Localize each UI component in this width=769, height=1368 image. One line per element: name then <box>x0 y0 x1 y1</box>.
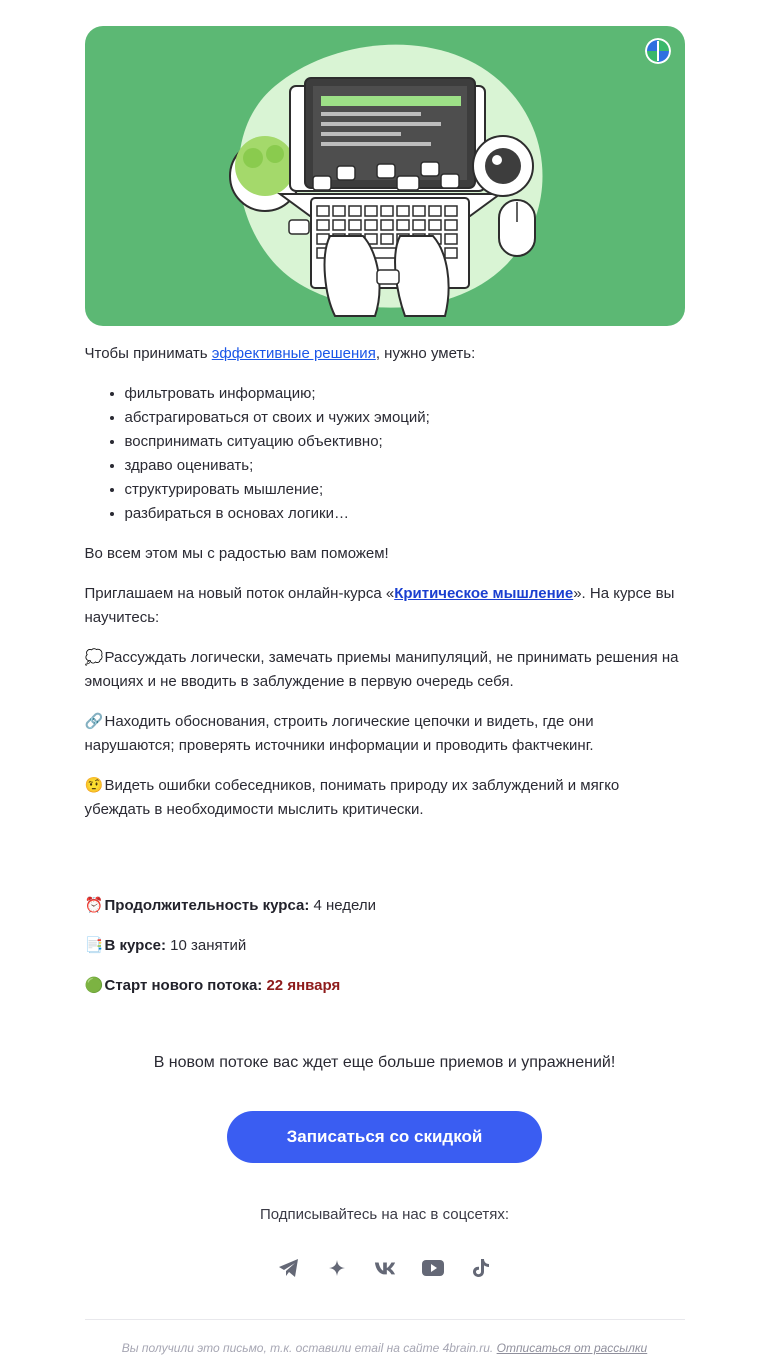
list-item: • абстрагироваться от своих и чужих эмоций; <box>125 406 685 430</box>
list-item: • фильтровать информацию; <box>125 382 685 406</box>
invite-after: ». На курсе вы научитесь: <box>84 585 675 626</box>
unsubscribe-link[interactable]: Отписаться от рассылки <box>496 1341 648 1355</box>
course-duration <box>85 894 685 918</box>
bookmark-tabs-icon: 📑 <box>84 937 104 954</box>
email-body <box>85 0 685 1356</box>
signup-discount-button[interactable]: Записаться со скидкой <box>227 1111 542 1163</box>
skills-list <box>85 382 685 526</box>
hero-banner <box>85 26 685 326</box>
benefit-text: Видеть ошибки собеседников, понимать природу их заблуждений и мягко убеждать в необходимости мыслить критически. <box>84 777 620 818</box>
start-date: 22 января <box>262 977 341 994</box>
sparkle-icon[interactable] <box>326 1257 348 1279</box>
green-circle-icon: 🟢 <box>84 977 104 994</box>
invite-before: Приглашаем на новый поток онлайн-курса « <box>84 585 395 602</box>
benefit-item <box>85 710 685 758</box>
promo-text: В новом потоке вас ждет еще больше приемов и упражнений! <box>153 1054 616 1071</box>
benefit-item <box>85 774 685 822</box>
telegram-icon[interactable] <box>278 1257 300 1279</box>
course-start <box>85 974 685 998</box>
benefit-text: Находить обоснования, строить логические цепочки и видеть, где они нарушаются; проверять источники информации и проводить фактчекинг. <box>84 713 594 754</box>
lessons-label: В курсе: <box>104 937 166 954</box>
course-invite-text <box>85 582 685 630</box>
social-icons <box>85 1257 685 1281</box>
critical-thinking-link[interactable]: Критическое мышление <box>394 585 574 602</box>
benefit-item <box>85 646 685 694</box>
help-text: Во всем этом мы с радостью вам поможем! <box>84 545 389 562</box>
thought-bubble-icon: 💭 <box>84 649 104 666</box>
list-item: • разбираться в основах логики… <box>125 502 685 526</box>
intro-text <box>85 342 685 366</box>
4brain-logo-icon[interactable] <box>645 38 671 64</box>
start-label: Старт нового потока: <box>104 977 263 994</box>
youtube-icon[interactable] <box>422 1257 444 1279</box>
tiktok-icon[interactable] <box>470 1257 492 1279</box>
lessons-value: 10 занятий <box>166 937 247 954</box>
list-item: • структурировать мышление; <box>125 478 685 502</box>
alarm-clock-icon: ⏰ <box>84 897 104 914</box>
benefit-text: Рассуждать логически, замечать приемы манипуляций, не принимать решения на эмоциях и не вводить в заблуждение в первую очередь себя. <box>84 649 679 690</box>
social-title: Подписывайтесь на нас в соцсетях: <box>259 1206 510 1223</box>
vk-icon[interactable] <box>374 1257 396 1279</box>
laptop-illustration <box>85 26 685 326</box>
link-icon: 🔗 <box>84 713 104 730</box>
footer-divider <box>85 1319 685 1320</box>
footer-note <box>85 1340 685 1356</box>
raised-eyebrow-face-icon: 🤨 <box>84 777 104 794</box>
intro-before: Чтобы принимать <box>84 345 212 362</box>
effective-decisions-link[interactable]: эффективные решения <box>211 345 376 362</box>
list-item: • воспринимать ситуацию объективно; <box>125 430 685 454</box>
intro-after: , нужно уметь: <box>375 345 476 362</box>
duration-label: Продолжительность курса: <box>104 897 310 914</box>
footer-text: Вы получили это письмо, т.к. оставили email на сайте 4brain.ru. <box>121 1341 497 1355</box>
duration-value: 4 недели <box>309 897 377 914</box>
spacer <box>85 822 685 878</box>
list-item: • здраво оценивать; <box>125 454 685 478</box>
course-lessons <box>85 934 685 958</box>
